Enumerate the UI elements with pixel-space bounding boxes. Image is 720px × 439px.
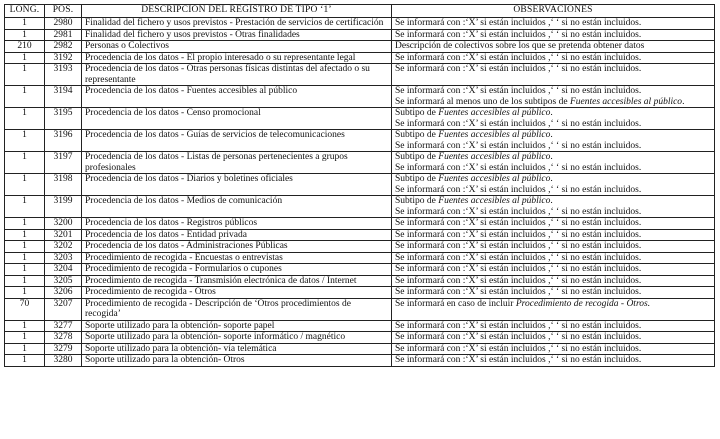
cell-observations: [392, 18, 715, 30]
cell-observations: [392, 241, 715, 253]
cell-description: Finalidad del fichero y usos previstos - Prestación de servicios de certificación: [82, 18, 392, 30]
cell-long: 1: [5, 152, 45, 174]
table-row: [5, 343, 715, 355]
table-row: [5, 64, 715, 86]
cell-description: Procedimiento de recogida - Encuestas o entrevistas: [82, 252, 392, 264]
table-row: [5, 152, 715, 174]
cell-description: Procedencia de los datos - Administraciones Públicas: [82, 241, 392, 253]
table-row: [5, 287, 715, 299]
cell-description: Finalidad del fichero y usos previstos - Otras finalidades: [82, 29, 392, 41]
observation-line: [395, 332, 711, 343]
cell-long: 1: [5, 275, 45, 287]
cell-description: Procedencia de los datos - Diarios y boletines oficiales: [82, 174, 392, 196]
observation-text: Se informará con :‘X’ si están incluidos ,‘ ‘ si no están incluidos.: [395, 140, 642, 151]
cell-description: Procedencia de los datos - Registros públicos: [82, 218, 392, 230]
cell-observations: [392, 218, 715, 230]
cell-long: 1: [5, 196, 45, 218]
observation-line: [395, 163, 711, 174]
cell-pos: 3201: [45, 229, 82, 241]
observation-text: Subtipo de: [395, 108, 439, 118]
observation-line: [395, 152, 711, 163]
cell-long: 1: [5, 355, 45, 367]
cell-long: 1: [5, 332, 45, 344]
observation-text: Subtipo de: [395, 130, 439, 140]
cell-long: 1: [5, 252, 45, 264]
cell-observations: [392, 320, 715, 332]
observation-italic-text: Fuentes accesibles al público: [438, 174, 551, 184]
observation-text: Descripción de colectivos sobre los que se pretenda obtener datos: [395, 41, 645, 51]
observation-italic-text: Fuentes accesibles al público: [569, 96, 683, 107]
cell-observations: [392, 174, 715, 196]
cell-pos: 3207: [45, 298, 82, 320]
table-row: [5, 320, 715, 332]
observation-text: Se informará con :‘X’ si están incluidos ,‘ ‘ si no están incluidos.: [395, 229, 642, 240]
observation-line: [395, 18, 711, 29]
observation-text: Se informará con :‘X’ si están incluidos ,‘ ‘ si no están incluidos.: [395, 29, 642, 40]
observation-line: [395, 130, 711, 141]
observation-line: [395, 287, 711, 298]
observation-text: .: [682, 96, 685, 107]
cell-long: 1: [5, 287, 45, 299]
observation-text: Subtipo de: [395, 196, 439, 206]
observation-text: Se informará con :‘X’ si están incluidos ,‘ ‘ si no están incluidos.: [395, 287, 642, 297]
table-row: [5, 174, 715, 196]
observation-line: [395, 97, 711, 108]
cell-description: Procedencia de los datos - Guías de servicios de telecomunicaciones: [82, 130, 392, 152]
table-row: [5, 52, 715, 64]
observation-text: Se informará con :‘X’ si están incluidos ,‘ ‘ si no están incluidos.: [395, 52, 642, 63]
table-row: [5, 86, 715, 108]
cell-observations: [392, 152, 715, 174]
table-row: [5, 252, 715, 264]
cell-pos: 3202: [45, 241, 82, 253]
observation-line: [395, 207, 711, 218]
observation-text: Se informará con :‘X’ si están incluidos ,‘ ‘ si no están incluidos.: [395, 218, 642, 228]
cell-description: Soporte utilizado para la obtención- Otros: [82, 355, 392, 367]
cell-long: 1: [5, 64, 45, 86]
observation-line: [395, 53, 711, 64]
observation-line: [395, 355, 711, 366]
cell-observations: [392, 264, 715, 276]
observation-line: [395, 30, 711, 41]
cell-long: 210: [5, 41, 45, 53]
cell-long: 1: [5, 108, 45, 130]
cell-description: Personas o Colectivos: [82, 41, 392, 53]
table-row: [5, 18, 715, 30]
record-type-1-table: [4, 4, 715, 367]
observation-italic-text: Fuentes accesibles al público: [438, 130, 551, 140]
observation-text: .: [550, 174, 553, 184]
cell-pos: 2981: [45, 29, 82, 41]
table-row: [5, 41, 715, 53]
cell-observations: [392, 252, 715, 264]
cell-long: 1: [5, 229, 45, 241]
cell-description: Soporte utilizado para la obtención- soporte informático / magnético: [82, 332, 392, 344]
table-row: [5, 29, 715, 41]
observation-line: [395, 141, 711, 152]
observation-line: [395, 196, 711, 207]
cell-observations: [392, 41, 715, 53]
table-row: [5, 275, 715, 287]
observation-line: [395, 264, 711, 275]
cell-description: Procedencia de los datos - Entidad privada: [82, 229, 392, 241]
table-row: [5, 355, 715, 367]
cell-pos: 3278: [45, 332, 82, 344]
cell-observations: [392, 196, 715, 218]
cell-observations: [392, 229, 715, 241]
observation-line: [395, 64, 711, 75]
cell-pos: 3200: [45, 218, 82, 230]
cell-description: Procedencia de los datos - Listas de personas pertenecientes a grupos profesionales: [82, 152, 392, 174]
observation-line: [395, 218, 711, 229]
observation-line: [395, 108, 711, 119]
header-long: LONG.: [5, 5, 45, 18]
cell-pos: 3193: [45, 64, 82, 86]
cell-observations: [392, 64, 715, 86]
cell-long: 1: [5, 174, 45, 196]
observation-text: Se informará con :‘X’ si están incluidos ,‘ ‘ si no están incluidos.: [395, 86, 642, 96]
cell-pos: 2982: [45, 41, 82, 53]
observation-text: Se informará con :‘X’ si están incluidos ,‘ ‘ si no están incluidos.: [395, 118, 642, 129]
cell-observations: [392, 275, 715, 287]
observation-line: [395, 174, 711, 185]
cell-observations: [392, 52, 715, 64]
observation-line: [395, 230, 711, 241]
cell-observations: [392, 108, 715, 130]
cell-description: Procedimiento de recogida - Formularios o cupones: [82, 264, 392, 276]
cell-long: 1: [5, 86, 45, 108]
cell-long: 1: [5, 241, 45, 253]
observation-italic-text: Procedimiento de recogida - Otros.: [515, 298, 651, 309]
cell-pos: 3280: [45, 355, 82, 367]
cell-observations: [392, 287, 715, 299]
cell-observations: [392, 29, 715, 41]
table-row: [5, 108, 715, 130]
table-row: [5, 332, 715, 344]
cell-pos: 3279: [45, 343, 82, 355]
observation-line: [395, 41, 711, 52]
cell-observations: [392, 298, 715, 320]
cell-pos: 3205: [45, 275, 82, 287]
observation-line: [395, 276, 711, 287]
header-description: DESCRIPCIÓN DEL REGISTRO DE TIPO ‘1’: [82, 5, 392, 18]
cell-pos: 2980: [45, 18, 82, 30]
observation-text: Se informará con :‘X’ si están incluidos ,‘ ‘ si no están incluidos.: [395, 252, 642, 263]
observation-text: .: [550, 196, 553, 206]
observation-text: Se informará con :‘X’ si están incluidos ,‘ ‘ si no están incluidos.: [395, 264, 642, 274]
observation-line: [395, 119, 711, 130]
cell-pos: 3203: [45, 252, 82, 264]
observation-text: Se informará con :‘X’ si están incluidos ,‘ ‘ si no están incluidos.: [395, 241, 642, 251]
cell-observations: [392, 86, 715, 108]
observation-line: [395, 321, 711, 332]
observation-italic-text: Fuentes accesibles al público: [438, 196, 551, 206]
table-header-row: [5, 5, 715, 18]
cell-observations: [392, 332, 715, 344]
observation-line: [395, 185, 711, 196]
cell-observations: [392, 130, 715, 152]
cell-description: Procedencia de los datos - Otras personas físicas distintas del afectado o su representante: [82, 64, 392, 86]
cell-description: Procedencia de los datos - Medios de comunicación: [82, 196, 392, 218]
cell-description: Procedencia de los datos - El propio interesado o su representante legal: [82, 52, 392, 64]
cell-long: 1: [5, 29, 45, 41]
cell-pos: 3199: [45, 196, 82, 218]
observation-text: Se informará con :‘X’ si están incluidos ,‘ ‘ si no están incluidos.: [395, 332, 642, 342]
table-row: [5, 196, 715, 218]
observation-line: [395, 344, 711, 355]
table-row: [5, 218, 715, 230]
cell-pos: 3198: [45, 174, 82, 196]
observation-text: Se informará con :‘X’ si están incluidos ,‘ ‘ si no están incluidos.: [395, 64, 642, 74]
observation-text: Se informará al menos uno de los subtipos de: [395, 96, 570, 107]
cell-long: 70: [5, 298, 45, 320]
observation-text: .: [550, 130, 553, 140]
observation-text: Se informará con :‘X’ si están incluidos ,‘ ‘ si no están incluidos.: [395, 18, 642, 28]
header-pos: POS.: [45, 5, 82, 18]
cell-long: 1: [5, 52, 45, 64]
cell-description: Soporte utilizado para la obtención- soporte papel: [82, 320, 392, 332]
observation-text: Se informará con :‘X’ si están incluidos ,‘ ‘ si no están incluidos.: [395, 184, 642, 195]
observation-text: Se informará con :‘X’ si están incluidos ,‘ ‘ si no están incluidos.: [395, 206, 642, 217]
observation-text: Se informará con :‘X’ si están incluidos ,‘ ‘ si no están incluidos.: [395, 343, 642, 354]
header-observations: OBSERVACIONES: [392, 5, 715, 18]
cell-long: 1: [5, 320, 45, 332]
cell-long: 1: [5, 264, 45, 276]
cell-description: Procedencia de los datos - Censo promocional: [82, 108, 392, 130]
observation-italic-text: Fuentes accesibles al público: [438, 152, 551, 162]
observation-text: Subtipo de: [395, 174, 439, 184]
observation-text: .: [550, 108, 553, 118]
cell-long: 1: [5, 130, 45, 152]
cell-long: 1: [5, 18, 45, 30]
cell-long: 1: [5, 343, 45, 355]
cell-description: Procedimiento de recogida - Transmisión electrónica de datos / Internet: [82, 275, 392, 287]
observation-text: .: [550, 152, 553, 162]
observation-text: Se informará con :‘X’ si están incluidos ,‘ ‘ si no están incluidos.: [395, 275, 642, 286]
observation-text: Se informará con :‘X’ si están incluidos ,‘ ‘ si no están incluidos.: [395, 320, 642, 331]
observation-line: [395, 299, 711, 310]
table-body: [5, 18, 715, 367]
cell-pos: 3192: [45, 52, 82, 64]
cell-pos: 3196: [45, 130, 82, 152]
cell-pos: 3277: [45, 320, 82, 332]
table-row: [5, 241, 715, 253]
cell-description: Procedencia de los datos - Fuentes accesibles al público: [82, 86, 392, 108]
cell-observations: [392, 355, 715, 367]
cell-description: Soporte utilizado para la obtención- vía telemática: [82, 343, 392, 355]
cell-description: Procedimiento de recogida - Otros: [82, 287, 392, 299]
table-row: [5, 264, 715, 276]
table-row: [5, 229, 715, 241]
cell-pos: 3206: [45, 287, 82, 299]
cell-pos: 3197: [45, 152, 82, 174]
cell-observations: [392, 343, 715, 355]
cell-pos: 3194: [45, 86, 82, 108]
cell-long: 1: [5, 218, 45, 230]
cell-pos: 3204: [45, 264, 82, 276]
observation-line: [395, 241, 711, 252]
cell-pos: 3195: [45, 108, 82, 130]
table-row: [5, 130, 715, 152]
observation-text: Se informará en caso de incluir: [395, 298, 516, 309]
cell-description: Procedimiento de recogida - Descripción de ‘Otros procedimientos de recogida’: [82, 298, 392, 320]
observation-text: Se informará con :‘X’ si están incluidos ,‘ ‘ si no están incluidos.: [395, 355, 642, 365]
table-row: [5, 298, 715, 320]
observation-text: Se informará con :‘X’ si están incluidos ,‘ ‘ si no están incluidos.: [395, 162, 642, 173]
observation-italic-text: Fuentes accesibles al público: [438, 108, 551, 118]
observation-line: [395, 253, 711, 264]
observation-line: [395, 86, 711, 97]
observation-text: Subtipo de: [395, 152, 439, 162]
